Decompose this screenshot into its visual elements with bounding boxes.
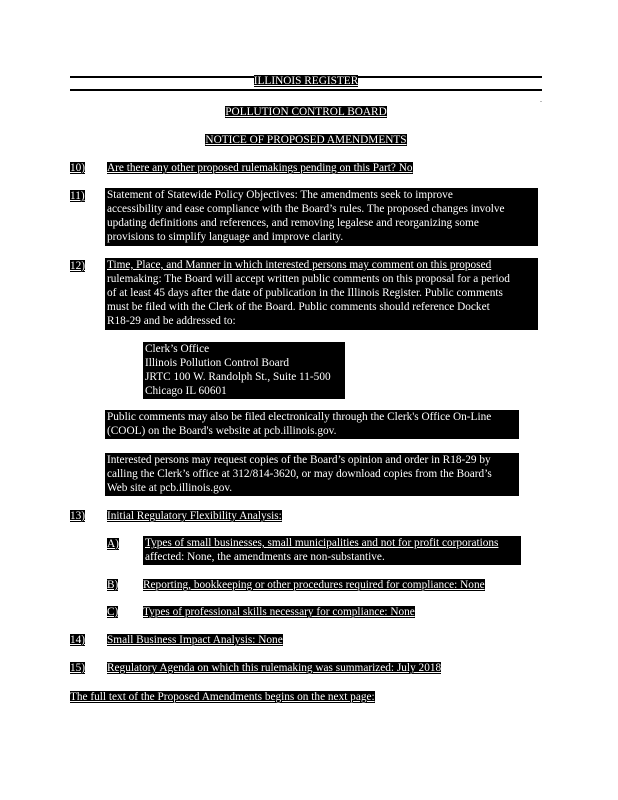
notice-title	[70, 133, 542, 147]
section-12-line-1: Time, Place, and Manner in which interested persons may comment on this proposed	[107, 259, 492, 271]
section-13a-number-text: A)	[107, 538, 119, 550]
electronic-line-2: (COOL) on the Board's website at pcb.illinois.gov.	[107, 425, 337, 437]
section-11-number	[70, 189, 85, 203]
register-title-text: ILLINOIS REGISTER	[253, 75, 359, 87]
section-13-text	[107, 509, 282, 523]
section-15-text	[107, 661, 441, 675]
electronic-line-1: Public comments may also be filed electronically through the Clerk's Office On-Line	[107, 411, 492, 423]
section-15-number	[70, 661, 85, 675]
clerk-address-block	[143, 342, 345, 399]
section-14-text	[107, 633, 283, 647]
electronic-filing-block	[105, 410, 519, 439]
section-10-number	[70, 161, 85, 175]
section-11-line-4: provisions to simplify language and improve clarity.	[107, 231, 344, 243]
section-13c-text-line: Types of professional skills necessary for compliance: None	[143, 606, 415, 618]
section-12-block	[105, 258, 538, 330]
section-13c-number	[107, 605, 118, 619]
board-title-text: POLLUTION CONTROL BOARD	[225, 106, 387, 118]
section-12-number-text: 12)	[70, 260, 86, 272]
address-line-4: Chicago IL 60601	[145, 385, 227, 397]
copies-line-3: Web site at pcb.illinois.gov.	[107, 482, 233, 494]
section-11-line-3: updating definitions and references, and removing legalese and reorganizing some	[107, 217, 479, 229]
register-title	[70, 74, 542, 88]
section-12-line-4: must be filed with the Clerk of the Board. Public comments should reference Docket	[107, 301, 490, 313]
section-13a-number	[107, 537, 119, 551]
section-11-line-1: Statement of Statewide Policy Objectives: The amendments seek to improve	[107, 189, 453, 201]
section-13-number-text: 13)	[70, 510, 86, 522]
address-line-2: Illinois Pollution Control Board	[145, 357, 290, 369]
section-13a-line-2: affected: None, the amendments are non-substantive.	[145, 551, 385, 563]
section-13b-text	[143, 578, 485, 592]
footer-note	[70, 690, 375, 704]
header-rule-bottom	[70, 89, 542, 91]
section-12-line-2: rulemaking: The Board will accept written public comments on this proposal for a period	[107, 273, 510, 285]
section-13c-text	[143, 605, 415, 619]
notice-title-text: NOTICE OF PROPOSED AMENDMENTS	[205, 134, 407, 146]
margin-mark	[540, 101, 542, 102]
section-13-number	[70, 509, 85, 523]
section-10-text-line: Are there any other proposed rulemakings pending on this Part? No	[107, 162, 413, 174]
copies-line-1: Interested persons may request copies of the Board’s opinion and order in R18-29 by	[107, 454, 491, 466]
section-13a-block	[143, 536, 521, 565]
section-13c-number-text: C)	[107, 606, 119, 618]
section-13a-line-1: Types of small businesses, small municipalities and not for profit corporations	[145, 537, 499, 549]
section-13-text-line: Initial Regulatory Flexibility Analysis:	[107, 510, 282, 522]
section-13b-number	[107, 578, 118, 592]
copies-block	[105, 453, 519, 496]
section-11-line-2: accessibility and ease compliance with the Board’s rules. The proposed changes involve	[107, 203, 505, 215]
section-12-number	[70, 259, 85, 273]
address-line-3: JRTC 100 W. Randolph St., Suite 11-500	[145, 371, 331, 383]
section-10-text	[107, 161, 413, 175]
footer-note-text: The full text of the Proposed Amendments begins on the next page:	[70, 691, 375, 703]
section-15-number-text: 15)	[70, 662, 86, 674]
section-11-block	[105, 188, 538, 246]
section-12-line-5: R18-29 and be addressed to:	[107, 315, 236, 327]
address-line-1: Clerk’s Office	[145, 343, 210, 355]
section-14-text-line: Small Business Impact Analysis: None	[107, 634, 283, 646]
section-14-number	[70, 633, 85, 647]
section-13b-number-text: B)	[107, 579, 119, 591]
copies-line-2: calling the Clerk’s office at 312/814-3620, or may download copies from the Board’s	[107, 468, 492, 480]
board-title	[70, 105, 542, 119]
section-15-text-line: Regulatory Agenda on which this rulemaking was summarized: July 2018	[107, 662, 442, 674]
section-10-number-text: 10)	[70, 162, 86, 174]
section-14-number-text: 14)	[70, 634, 86, 646]
section-11-number-text: 11)	[70, 190, 85, 202]
section-12-line-3: of at least 45 days after the date of publication in the Illinois Register. Public comments	[107, 287, 503, 299]
section-13b-text-line: Reporting, bookkeeping or other procedures required for compliance: None	[143, 579, 485, 591]
